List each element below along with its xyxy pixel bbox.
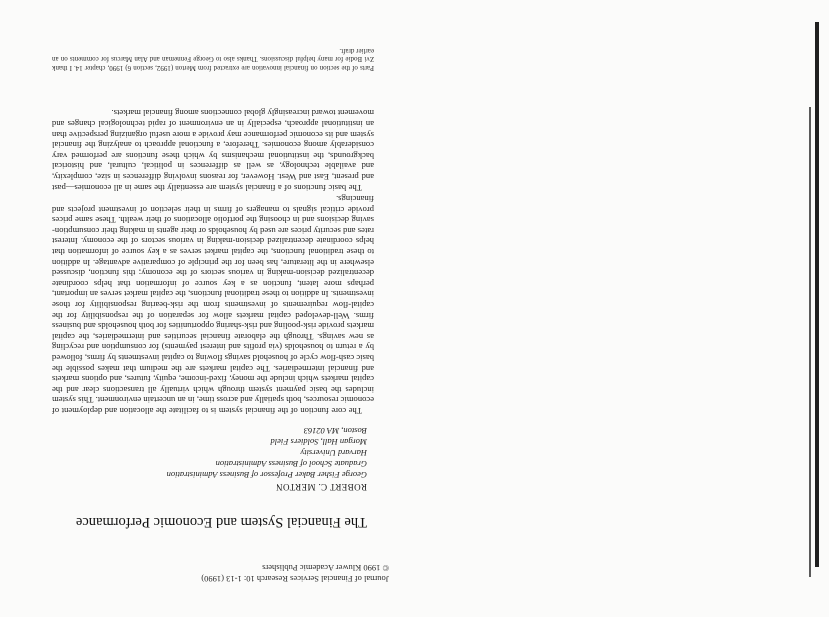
journal-citation: [59, 562, 389, 584]
author-affiliation: George Fisher Baker Professor of Business Administration: [166, 470, 367, 480]
author-name: ROBERT C. MERTON: [275, 482, 367, 492]
scan-edge-shadow-thin: [809, 107, 811, 577]
body-paragraph: The core function of the financial system is to facilitate the allocation and deployment of economic resources, both spatially and across time, in an uncertain environment. This system includes the basic payment system through which virtually all transactions clear and the capital markets which include the money, fixed-income, equity, futures, and options markets and financial intermediaries. The capital markets are the medium that makes possible the basic cash-flow cycle of household savings flowing to capital investments by firms, followed by a return to households (via profits and interest payments) for consumption and recycling as new savings. Through the elaborate financial securities and intermediaries, the capital markets provide risk-pooling and risk-sharing opportunities for both households and business firms. Well-developed capital markets allow for separation of the responsibility for the capital-flow requirements of investments from the risk-bearing responsibility for those investments. In addition to these traditional functions, the capital market serves an important, perhaps more latent, function as a key source of information that helps coordinate decentralized decision-making in various sectors of the economy; this function, discussed elsewhere in the literature, has been for the principle of comparative advantage. In addition to these traditional functions, the capital market serves as a key source of information that helps coordinate decentralized decision-making in various sectors of the economy. Interest rates and security prices are used by households or their agents in making their consumption-saving decisions and in choosing the portfolio allocations of their wealth. These same prices provide critical signals to managers of firms in their selection of investment projects and financings.: [52, 194, 374, 416]
author-affiliation: Graduate School of Business Administration: [215, 459, 367, 469]
scan-edge-shadow: [815, 22, 819, 567]
paper-title: The Financial System and Economic Performance: [75, 514, 367, 530]
author-affiliation: Boston, MA 02163: [303, 426, 367, 436]
author-block: [47, 425, 367, 492]
journal-line-1: Journal of Financial Services Research 10: 1-13 (1990): [201, 574, 389, 584]
body-paragraph: The basic functions of a financial system are essentially the same in all economies—past and present, East and West. However, for reasons involving differences in size, complexity, and available technology, as well as differences in political, cultural, and historical backgrounds, the institutional mechanisms by which these functions are performed vary considerably among economies. Therefore, a functional approach to analyzing the financial system and its economic performance may provide a more useful organizing perspective than an institutional approach, especially in an environment of rapid technological changes and movement toward increasingly global connections among financial markets.: [52, 108, 374, 193]
author-affiliation: Morgan Hall, Soldiers Field: [270, 437, 367, 447]
footnote: Parts of the section on financial innovation are extracted from Merton (1992, section 6) 1990, chapter 14. I thank Zvi Bodie for many helpful discussions. Thanks also to George Fenneman and Alan Marcus for comments on an earlier draft.: [52, 46, 374, 72]
author-affiliation: Harvard University: [300, 448, 367, 458]
body-text: [52, 108, 374, 416]
journal-line-2: © 1990 Kluwer Academic Publishers: [262, 563, 389, 573]
